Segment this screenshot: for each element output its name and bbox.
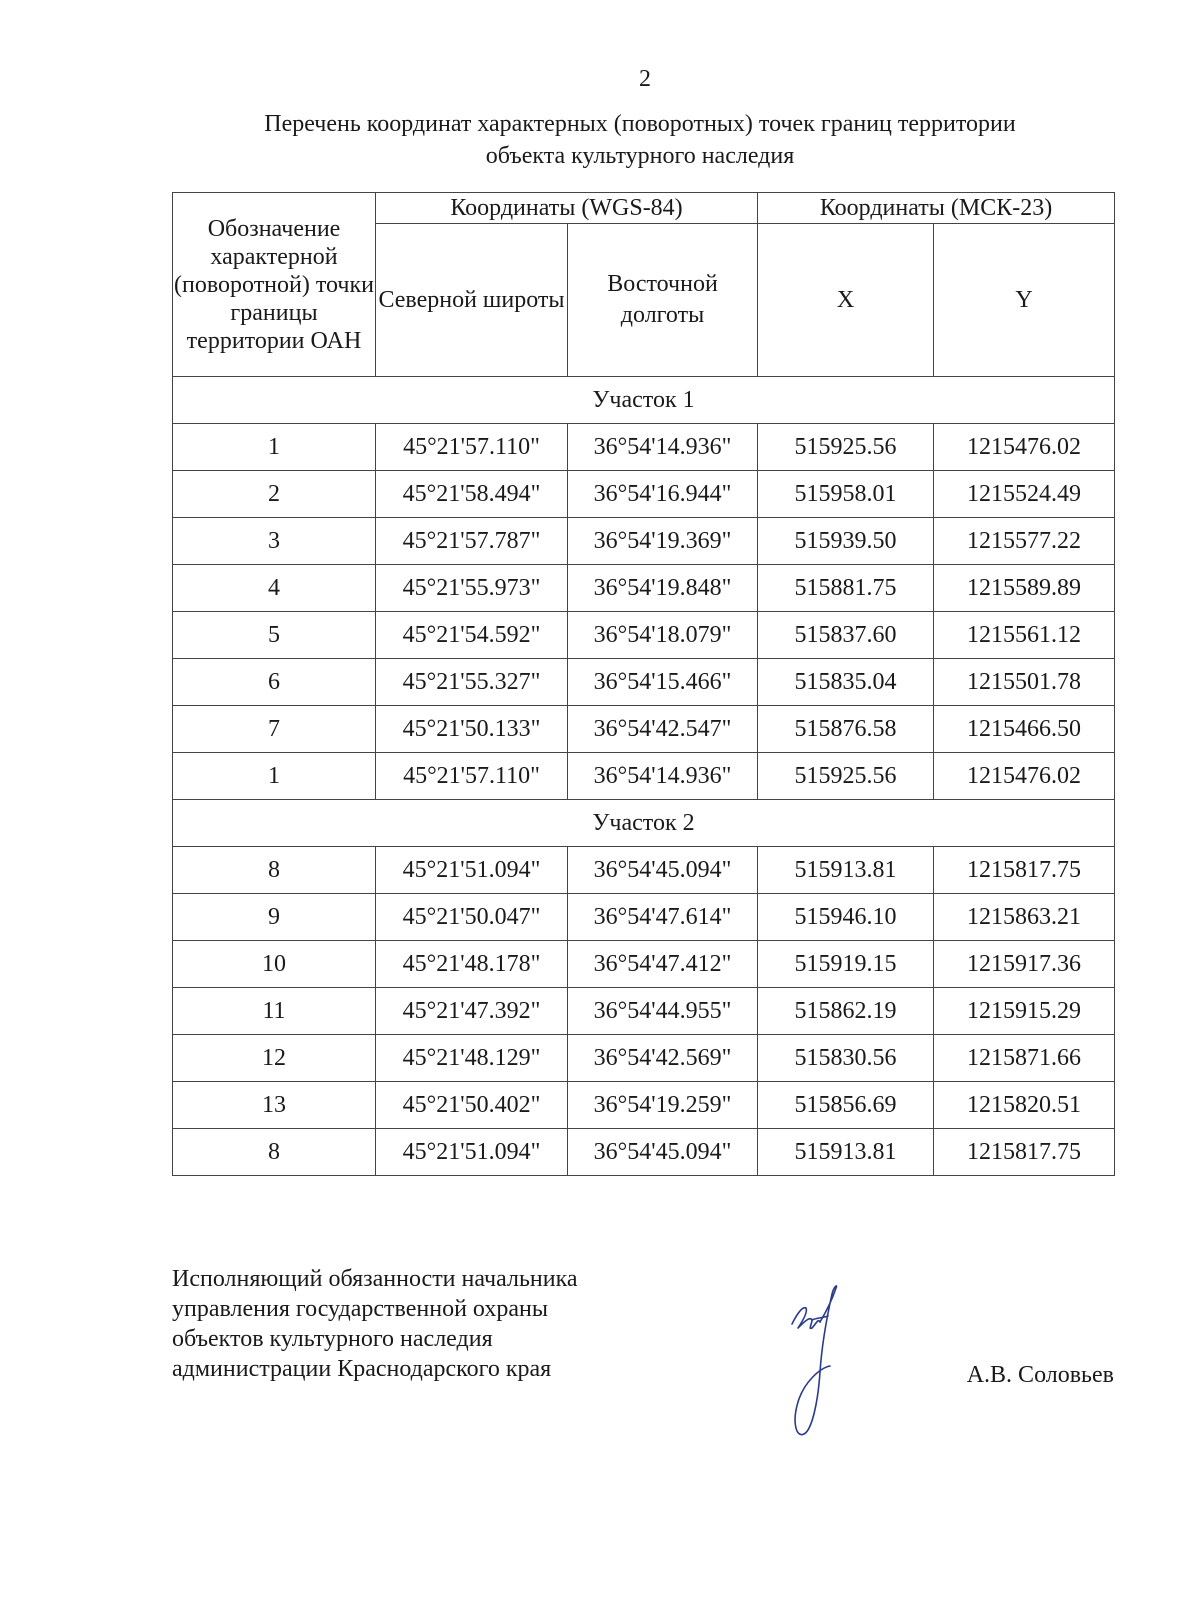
point-number-cell: 9: [173, 894, 376, 941]
latitude-cell: 45°21'57.110": [376, 753, 568, 800]
y-coordinate-cell: 1215501.78: [934, 659, 1115, 706]
table-row: [173, 612, 1115, 659]
y-coordinate-cell: 1215820.51: [934, 1082, 1115, 1129]
table-row: [173, 518, 1115, 565]
y-coordinate-header: Y: [934, 224, 1115, 377]
signatory-position-line: администрации Краснодарского края: [172, 1356, 552, 1382]
latitude-cell: 45°21'57.110": [376, 424, 568, 471]
x-coordinate-header: X: [758, 224, 934, 377]
table-row: [173, 1082, 1115, 1129]
latitude-cell: 45°21'48.129": [376, 1035, 568, 1082]
longitude-cell: 36°54'47.614": [568, 894, 758, 941]
y-coordinate-cell: 1215589.89: [934, 565, 1115, 612]
latitude-cell: 45°21'51.094": [376, 1129, 568, 1176]
y-coordinate-cell: 1215917.36: [934, 941, 1115, 988]
signatory-position-line: объектов культурного наследия: [172, 1326, 493, 1352]
longitude-cell: 36°54'19.369": [568, 518, 758, 565]
point-number-cell: 8: [173, 1129, 376, 1176]
x-coordinate-cell: 515837.60: [758, 612, 934, 659]
table-row: [173, 753, 1115, 800]
x-coordinate-cell: 515925.56: [758, 753, 934, 800]
north-latitude-header: Северной широты: [376, 224, 568, 377]
table-row: [173, 706, 1115, 753]
table-row: [173, 565, 1115, 612]
signatory-name: А.В. Соловьев: [966, 1362, 1114, 1388]
signatory-position: [172, 1264, 692, 1384]
latitude-cell: 45°21'50.047": [376, 894, 568, 941]
point-number-cell: 7: [173, 706, 376, 753]
section-row: [173, 800, 1115, 847]
y-coordinate-cell: 1215871.66: [934, 1035, 1115, 1082]
document-title: [160, 108, 1120, 172]
latitude-cell: 45°21'54.592": [376, 612, 568, 659]
point-number-cell: 5: [173, 612, 376, 659]
point-designation-header: Обозначение характерной (поворотной) точки границы территории ОАН: [173, 193, 376, 377]
y-coordinate-cell: 1215817.75: [934, 847, 1115, 894]
point-number-cell: 1: [173, 753, 376, 800]
point-number-cell: 11: [173, 988, 376, 1035]
longitude-cell: 36°54'16.944": [568, 471, 758, 518]
x-coordinate-cell: 515876.58: [758, 706, 934, 753]
y-coordinate-cell: 1215561.12: [934, 612, 1115, 659]
point-number-cell: 1: [173, 424, 376, 471]
table-row: [173, 941, 1115, 988]
x-coordinate-cell: 515946.10: [758, 894, 934, 941]
table-row: [173, 847, 1115, 894]
handwritten-signature: [786, 1282, 866, 1442]
longitude-cell: 36°54'14.936": [568, 424, 758, 471]
y-coordinate-cell: 1215915.29: [934, 988, 1115, 1035]
section-title: Участок 2: [173, 800, 1115, 847]
table-header-row: [173, 193, 1115, 224]
latitude-cell: 45°21'55.973": [376, 565, 568, 612]
table-row: [173, 471, 1115, 518]
x-coordinate-cell: 515913.81: [758, 1129, 934, 1176]
x-coordinate-cell: 515881.75: [758, 565, 934, 612]
latitude-cell: 45°21'57.787": [376, 518, 568, 565]
y-coordinate-cell: 1215524.49: [934, 471, 1115, 518]
latitude-cell: 45°21'50.133": [376, 706, 568, 753]
point-number-cell: 3: [173, 518, 376, 565]
table-row: [173, 1035, 1115, 1082]
latitude-cell: 45°21'58.494": [376, 471, 568, 518]
longitude-cell: 36°54'42.569": [568, 1035, 758, 1082]
latitude-cell: 45°21'51.094": [376, 847, 568, 894]
latitude-cell: 45°21'48.178": [376, 941, 568, 988]
latitude-cell: 45°21'50.402": [376, 1082, 568, 1129]
coordinates-table: [172, 192, 1115, 1176]
y-coordinate-cell: 1215466.50: [934, 706, 1115, 753]
x-coordinate-cell: 515913.81: [758, 847, 934, 894]
y-coordinate-cell: 1215817.75: [934, 1129, 1115, 1176]
msk23-group-header: Координаты (МСК-23): [758, 193, 1115, 224]
signatory-position-line: управления государственной охраны: [172, 1296, 548, 1322]
table-row: [173, 659, 1115, 706]
point-number-cell: 4: [173, 565, 376, 612]
x-coordinate-cell: 515939.50: [758, 518, 934, 565]
table-row: [173, 1129, 1115, 1176]
longitude-cell: 36°54'42.547": [568, 706, 758, 753]
y-coordinate-cell: 1215476.02: [934, 424, 1115, 471]
east-longitude-header: Восточной долготы: [568, 224, 758, 377]
table-row: [173, 424, 1115, 471]
point-number-cell: 10: [173, 941, 376, 988]
x-coordinate-cell: 515925.56: [758, 424, 934, 471]
signature-strokes: [792, 1286, 837, 1435]
point-number-cell: 8: [173, 847, 376, 894]
longitude-cell: 36°54'44.955": [568, 988, 758, 1035]
longitude-cell: 36°54'14.936": [568, 753, 758, 800]
section-row: [173, 377, 1115, 424]
point-number-cell: 12: [173, 1035, 376, 1082]
longitude-cell: 36°54'19.259": [568, 1082, 758, 1129]
document-title-line-2: объекта культурного наследия: [485, 143, 795, 169]
point-number-cell: 6: [173, 659, 376, 706]
page-number: 2: [639, 66, 651, 92]
longitude-cell: 36°54'18.079": [568, 612, 758, 659]
point-number-cell: 13: [173, 1082, 376, 1129]
y-coordinate-cell: 1215476.02: [934, 753, 1115, 800]
x-coordinate-cell: 515835.04: [758, 659, 934, 706]
latitude-cell: 45°21'47.392": [376, 988, 568, 1035]
table-row: [173, 988, 1115, 1035]
longitude-cell: 36°54'19.848": [568, 565, 758, 612]
longitude-cell: 36°54'45.094": [568, 1129, 758, 1176]
longitude-cell: 36°54'15.466": [568, 659, 758, 706]
x-coordinate-cell: 515830.56: [758, 1035, 934, 1082]
x-coordinate-cell: 515856.69: [758, 1082, 934, 1129]
signatory-position-line: Исполняющий обязанности начальника: [172, 1266, 578, 1292]
section-title: Участок 1: [173, 377, 1115, 424]
document-title-line-1: Перечень координат характерных (поворотных) точек границ территории: [264, 111, 1016, 137]
x-coordinate-cell: 515862.19: [758, 988, 934, 1035]
longitude-cell: 36°54'47.412": [568, 941, 758, 988]
x-coordinate-cell: 515958.01: [758, 471, 934, 518]
x-coordinate-cell: 515919.15: [758, 941, 934, 988]
point-number-cell: 2: [173, 471, 376, 518]
longitude-cell: 36°54'45.094": [568, 847, 758, 894]
table-row: [173, 894, 1115, 941]
latitude-cell: 45°21'55.327": [376, 659, 568, 706]
y-coordinate-cell: 1215577.22: [934, 518, 1115, 565]
y-coordinate-cell: 1215863.21: [934, 894, 1115, 941]
wgs84-group-header: Координаты (WGS-84): [376, 193, 758, 224]
